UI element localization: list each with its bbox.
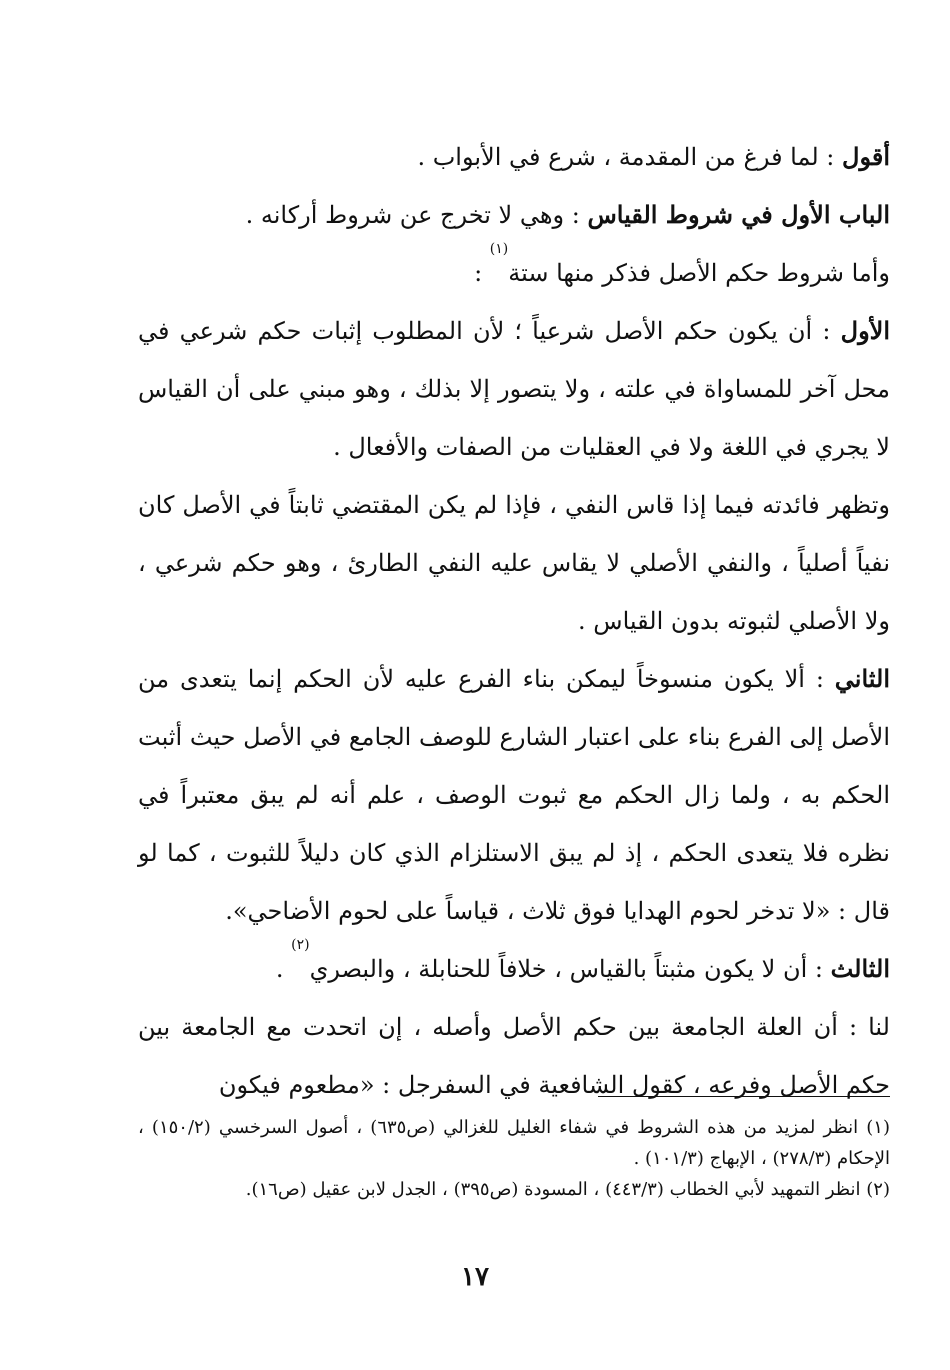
paragraph-text: : ألا يكون منسوخاً ليمكن بناء الفرع عليه لأن الحكم إنما يتعدى من الأصل إلى الفرع بناء على اعتبار الشارع للوصف الجامع في الأصل حيث أثبت الحكم به ، ولما زال الحكم مع ثبوت الوصف ، علم أنه لم يبق معتبراً في نظره فلا يتعدى الحكم ، إذ لم يبق الاستلزام الذي كان دليلاً للثبوت ، كما لو قال : «لا تدخر لحوم الهدايا فوق ثلاث ، قياساً على لحوم الأضاحي». <box>138 665 890 925</box>
paragraph-aqool <box>138 128 890 186</box>
paragraph-text: وتظهر فائدته فيما إذا قاس النفي ، فإذا لم يكن المقتضي ثابتاً في الأصل كان نفياً أصلياً ، والنفي الأصلي لا يقاس عليه النفي الطارئ ، وهو حكم شرعي ، ولا الأصلي لثبوته بدون القياس . <box>138 491 890 635</box>
page-number: ١٧ <box>461 1262 489 1292</box>
paragraph-text: لنا : أن العلة الجامعة بين حكم الأصل وأصله ، إن اتحدت مع الجامعة بين حكم الأصل وفرعه ، كقول الشافعية في السفرجل : «مطعوم فيكون <box>138 1013 890 1099</box>
footnotes <box>138 1112 890 1205</box>
paragraph-lead: الأول <box>840 316 891 345</box>
paragraph-lead: أقول <box>842 142 890 171</box>
paragraph-benefit <box>138 476 890 650</box>
paragraph-tail: : <box>474 259 490 287</box>
paragraph-text: : أن يكون حكم الأصل شرعياً ؛ لأن المطلوب إثبات حكم شرعي في محل آخر للمساواة في علته ، ولا يتصور إلا بذلك ، وهو مبني على أن القياس لا يجري في اللغة ولا في العقليات من الصفات والأفعال . <box>138 317 890 461</box>
footnote-1: (١) انظر لمزيد من هذه الشروط في شفاء الغليل للغزالي (ص٦٣٥) ، أصول السرخسي (١٥٠/٢) ، الإحكام (٢٧٨/٣) ، الإبهاج (١٠١/٣) . <box>138 1117 890 1169</box>
paragraph-chapter-one <box>138 186 890 244</box>
paragraph-text: : أن لا يكون مثبتاً بالقياس ، خلافاً للحنابلة ، والبصري <box>309 955 831 983</box>
paragraph-third-condition <box>138 937 890 998</box>
footnote-2: (٢) انظر التمهيد لأبي الخطاب (٤٤٣/٣) ، المسودة (ص٣٩٥) ، الجدل لابن عقيل (ص١٦). <box>245 1179 890 1200</box>
chapter-heading: الباب الأول في شروط القياس <box>587 200 890 229</box>
footnote-separator <box>598 1096 890 1097</box>
paragraph-first-condition <box>138 302 890 476</box>
paragraph-tail: . <box>275 955 292 983</box>
paragraph-text: : لما فرغ من المقدمة ، شرع في الأبواب . <box>417 143 843 171</box>
main-text <box>138 128 890 1114</box>
footnote-reference-1[interactable]: (١) <box>489 241 509 257</box>
paragraph-second-condition <box>138 650 890 940</box>
paragraph-conditions-intro <box>138 241 890 302</box>
paragraph-text: وأما شروط حكم الأصل فذكر منها ستة <box>508 259 890 287</box>
paragraph-lead: الثاني <box>834 664 890 693</box>
footnote-reference-2[interactable]: (٢) <box>291 937 310 953</box>
paragraph-text: : وهي لا تخرج عن شروط أركانه . <box>245 201 588 229</box>
paragraph-lead: الثالث <box>830 954 890 983</box>
